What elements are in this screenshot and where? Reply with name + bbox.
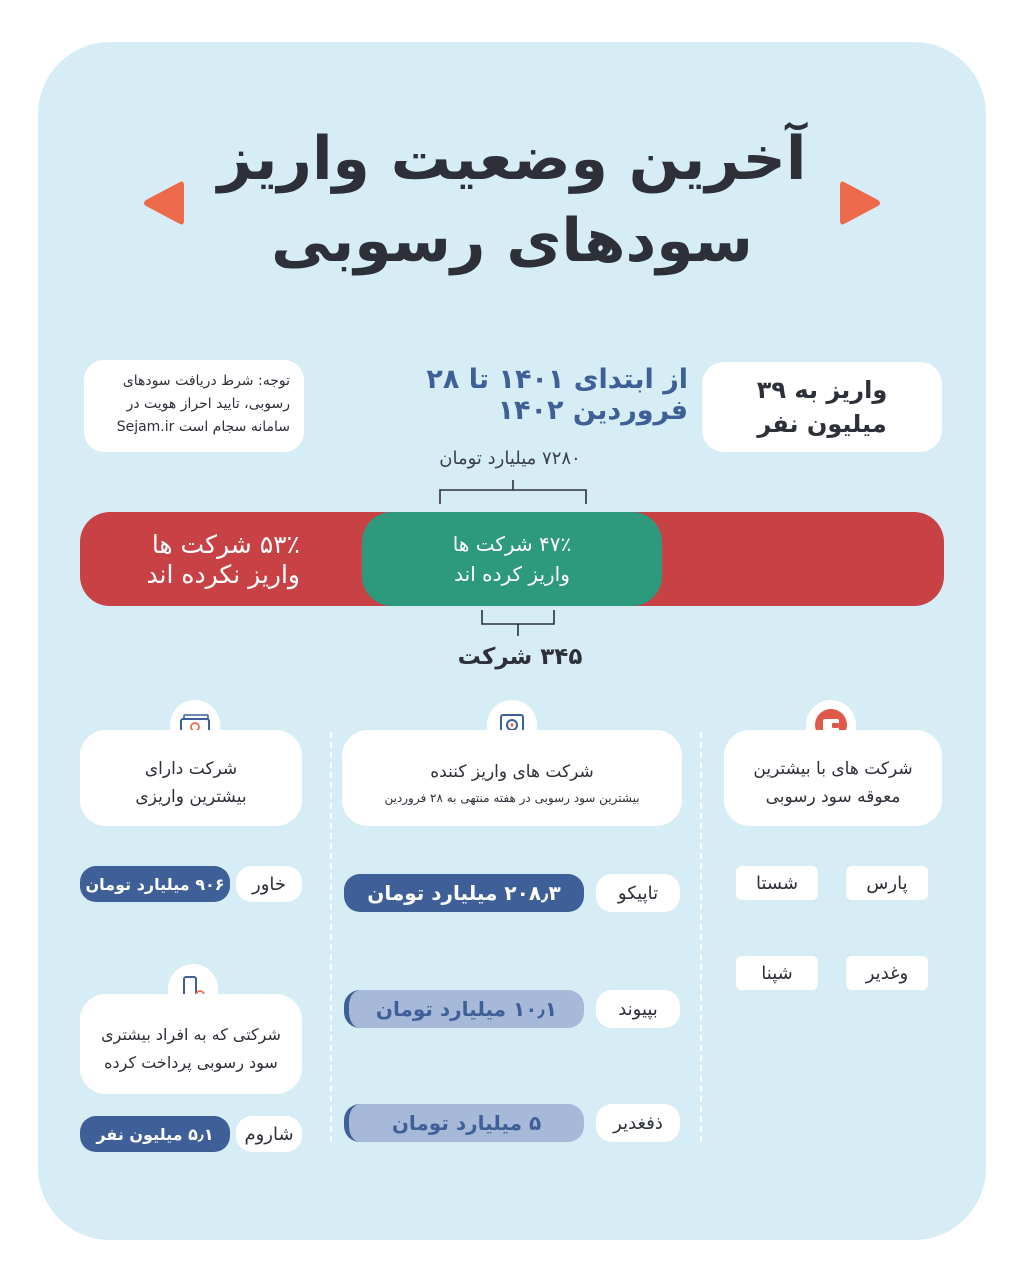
- overdue-company-vghadir: وغدیر: [846, 956, 928, 990]
- overdue-company-shasta: شستا: [736, 866, 818, 900]
- period-label: از ابتدای ۱۴۰۱ تا ۲۸ فروردین ۱۴۰۲: [426, 364, 688, 426]
- column-divider-right: [700, 732, 702, 1142]
- overdue-company-shepna: شپنا: [736, 956, 818, 990]
- overdue-title-line1: شرکت های با بیشترین: [753, 759, 913, 779]
- overdue-company-pars: پارس: [846, 866, 928, 900]
- companies-count-label: ۳۴۵ شرکت: [457, 644, 583, 670]
- most-people-header: [80, 994, 302, 1094]
- payers-header: [342, 730, 682, 826]
- left-triangle-icon: [140, 178, 186, 228]
- page-title-line1: آخرین وضعیت واریز: [217, 124, 807, 194]
- unpaid-label: [100, 530, 300, 590]
- right-triangle-icon: [838, 178, 884, 228]
- payer-name-1: تاپیکو: [596, 874, 680, 912]
- most-people-company-name: شاروم: [236, 1116, 302, 1152]
- most-people-title-line1: شرکتی که به افراد بیشتری: [101, 1025, 281, 1044]
- payers-title: شرکت های واریز کننده: [430, 762, 594, 782]
- payer-value-3: ۵ میلیارد تومان: [344, 1104, 584, 1142]
- largest-company-name: خاور: [236, 866, 302, 902]
- total-amount-label: ۷۲۸۰ میلیارد تومان: [439, 448, 581, 469]
- largest-header: [80, 730, 302, 826]
- total-bracket: [438, 476, 588, 506]
- most-people-company-value: ۵٫۱ میلیون نفر: [80, 1116, 230, 1152]
- largest-company-value: ۹۰۶ میلیارد تومان: [80, 866, 230, 902]
- largest-title-line2: بیشترین واریزی: [135, 787, 247, 807]
- payer-name-2: بپیوند: [596, 990, 680, 1028]
- unpaid-label-line2: واریز نکرده اند: [146, 560, 300, 589]
- paid-label-line1: ۴۷٪ شرکت ها: [452, 532, 572, 556]
- payer-value-1: ۲۰۸٫۳ میلیارد تومان: [344, 874, 584, 912]
- note-box: [84, 360, 304, 452]
- payer-value-2: ۱۰٫۱ میلیارد تومان: [344, 990, 584, 1028]
- paid-count-box: [702, 362, 942, 452]
- overdue-title-line2: معوقه سود رسوبی: [765, 787, 901, 807]
- most-people-title-line2: سود رسوبی پرداخت کرده: [104, 1053, 278, 1072]
- paid-label-line2: واریز کرده اند: [454, 562, 570, 586]
- page-title-line2: سودهای رسوبی: [271, 206, 753, 276]
- note-line2: رسوبی، تایید احراز هویت در: [126, 396, 290, 412]
- payers-subtitle: بیشترین سود رسوبی در هفته منتهی به ۲۸ فروردین: [384, 791, 640, 805]
- column-divider-left: [330, 732, 332, 1142]
- overdue-header: [724, 730, 942, 826]
- count-bracket: [480, 608, 556, 638]
- paid-count-line2: میلیون نفر: [757, 410, 887, 438]
- payer-name-3: ذفغدیر: [596, 1104, 680, 1142]
- paid-count-line1: واریز به ۳۹: [756, 376, 888, 404]
- unpaid-label-line1: ۵۳٪ شرکت ها: [151, 530, 300, 559]
- note-line3: سامانه سجام است Sejam.ir: [116, 419, 290, 435]
- note-line1: توجه: شرط دریافت سودهای: [122, 373, 290, 389]
- largest-title-line1: شرکت دارای: [144, 759, 238, 779]
- paid-bar: [362, 512, 662, 606]
